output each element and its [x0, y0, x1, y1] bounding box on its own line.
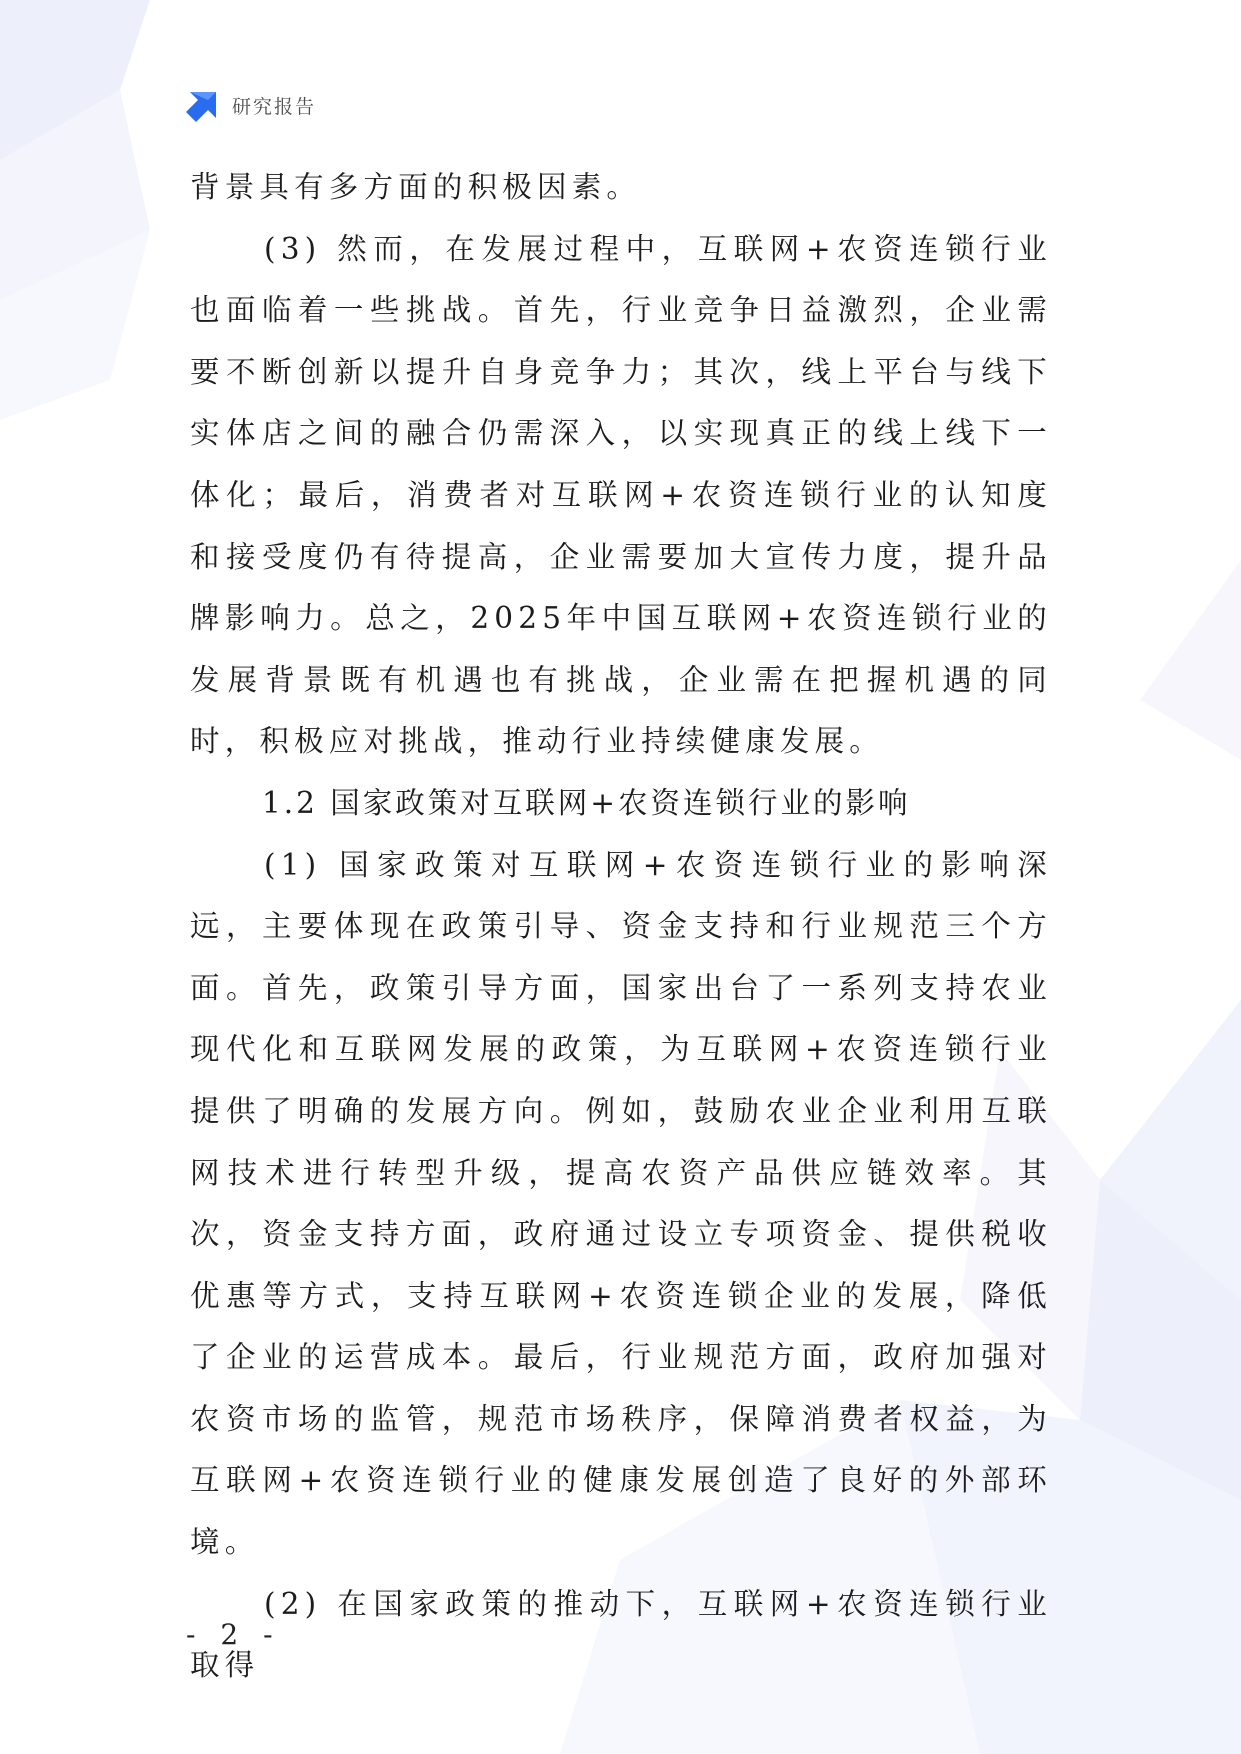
page-number: - 2 -	[186, 1618, 281, 1651]
header-title: 研究报告	[232, 95, 317, 118]
section-heading: 1.2 国家政策对互联网+农资连锁行业的影响	[262, 785, 911, 820]
arrow-up-right-icon	[186, 88, 220, 122]
paragraph-continuation: 背景具有多方面的积极因素。	[190, 170, 642, 204]
page-header	[186, 88, 316, 122]
paragraph-challenges: (3) 然而，在发展过程中，互联网+农资连锁行业也面临着一些挑战。首先，行业竞争日益激烈，企业需要不断创新以提升自身竞争力；其次，线上平台与线下实体店之间的融合仍需深入，以实现真正的线上线下一体化；最后，消费者对互联网+农资连锁行业的认知度和接受度仍有待提高，企业需要加大宣传力度，提升品牌影响力。总之，2025年中国互联网+农资连锁行业的发展背景既有机遇也有挑战，企业需在把握机遇的同时，积极应对挑战，推动行业持续健康发展。	[190, 231, 1052, 759]
body-text	[190, 157, 1052, 1697]
paragraph-policy-impact: (1) 国家政策对互联网+农资连锁行业的影响深远，主要体现在政策引导、资金支持和行业规范三个方面。首先，政策引导方面，国家出台了一系列支持农业现代化和互联网发展的政策，为互联网+农资连锁行业提供了明确的发展方向。例如，鼓励农业企业利用互联网技术进行转型升级，提高农资产品供应链效率。其次，资金支持方面，政府通过设立专项资金、提供税收优惠等方式，支持互联网+农资连锁企业的发展，降低了企业的运营成本。最后，行业规范方面，政府加强对农资市场的监管，规范市场秩序，保障消费者权益，为互联网+农资连锁行业的健康发展创造了良好的外部环境。	[190, 847, 1052, 1560]
paragraph-policy-driven: (2) 在国家政策的推动下，互联网+农资连锁行业取得	[190, 1586, 1052, 1683]
